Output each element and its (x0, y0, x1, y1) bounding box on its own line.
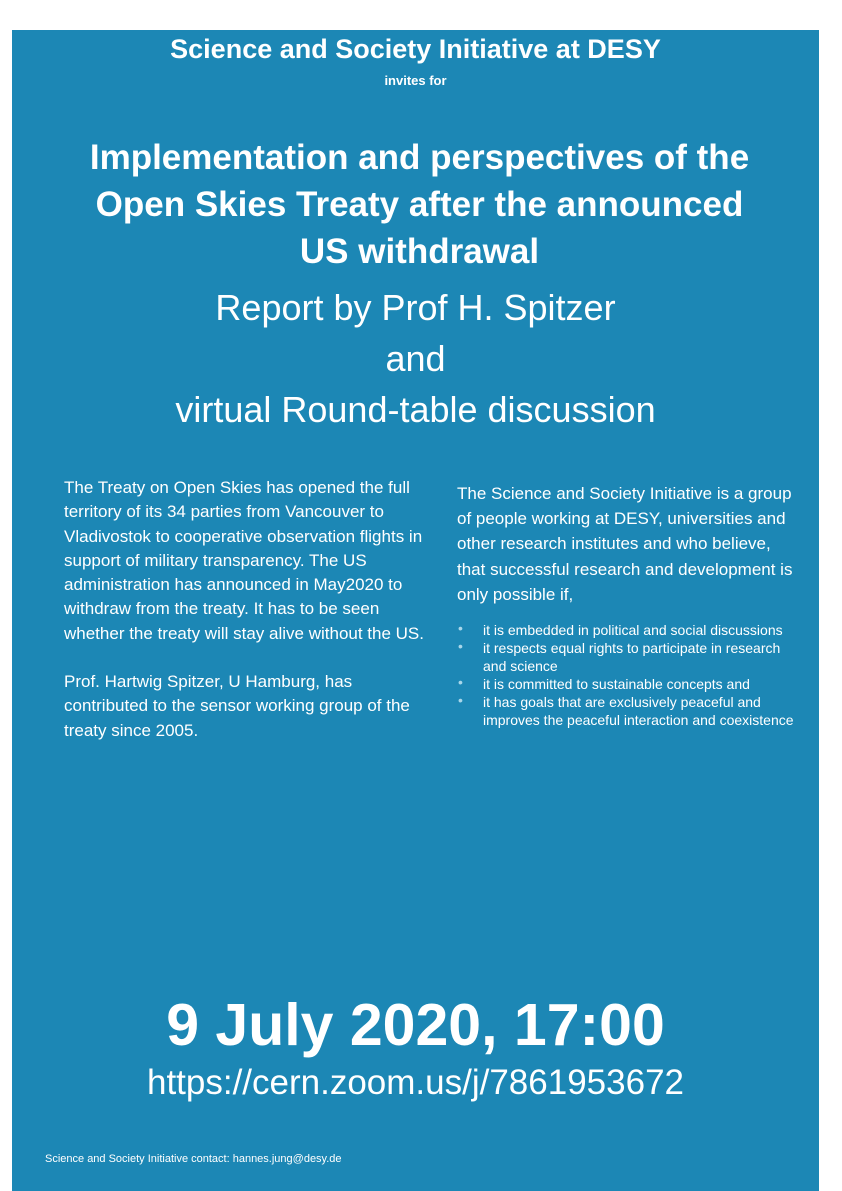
list-item-text: it respects equal rights to participate in research and science (483, 640, 781, 675)
title-line: Open Skies Treaty after the announced (95, 185, 744, 224)
list-item (457, 675, 802, 693)
initiative-intro: The Science and Society Initiative is a group of people working at DESY, universities and other research institutes and who believe, that successful research and development is only possible if, (457, 484, 793, 604)
treaty-description (64, 476, 424, 743)
zoom-link[interactable]: https://cern.zoom.us/j/7861953672 (146, 1063, 684, 1102)
title-line: Implementation and perspectives of the (89, 138, 750, 177)
subtitle-line: Report by Prof H. Spitzer (215, 287, 616, 328)
list-item-text: it is committed to sustainable concepts and (483, 676, 750, 693)
treaty-paragraph: The Treaty on Open Skies has opened the full territory of its 34 parties from Vancouver to Vladivostok to cooperative observation flights in support of military transparency. The US administration has announced in May2020 to withdraw from the treaty. It has to be seen whether the treaty will stay alive without the US. (64, 478, 424, 643)
title-line: US withdrawal (299, 232, 540, 271)
organization-name: Science and Society Initiative at DESY (170, 34, 661, 64)
event-title (16, 134, 823, 275)
principles-list (457, 621, 802, 729)
contact-info: Science and Society Initiative contact: hannes.jung@desy.de (45, 1153, 342, 1165)
speaker-paragraph: Prof. Hartwig Spitzer, U Hamburg, has contributed to the sensor working group of the treaty since 2005. (64, 672, 410, 740)
subtitle-line: and (385, 338, 446, 379)
list-item-text: it is embedded in political and social discussions (483, 622, 783, 639)
list-item-text: it has goals that are exclusively peaceful and improves the peaceful interaction and coexistence (483, 694, 794, 729)
list-item (457, 639, 802, 675)
bullet-icon: • (458, 692, 463, 709)
initiative-description (457, 481, 802, 729)
event-subtitle (12, 282, 819, 435)
bullet-icon: • (458, 638, 463, 655)
bullet-icon: • (458, 674, 463, 691)
list-item (457, 621, 802, 639)
bullet-icon: • (458, 620, 463, 637)
subtitle-line: virtual Round-table discussion (175, 389, 656, 430)
event-date-time: 9 July 2020, 17:00 (166, 992, 665, 1058)
invites-label: invites for (384, 73, 447, 88)
list-item (457, 693, 802, 729)
poster (12, 30, 819, 1191)
